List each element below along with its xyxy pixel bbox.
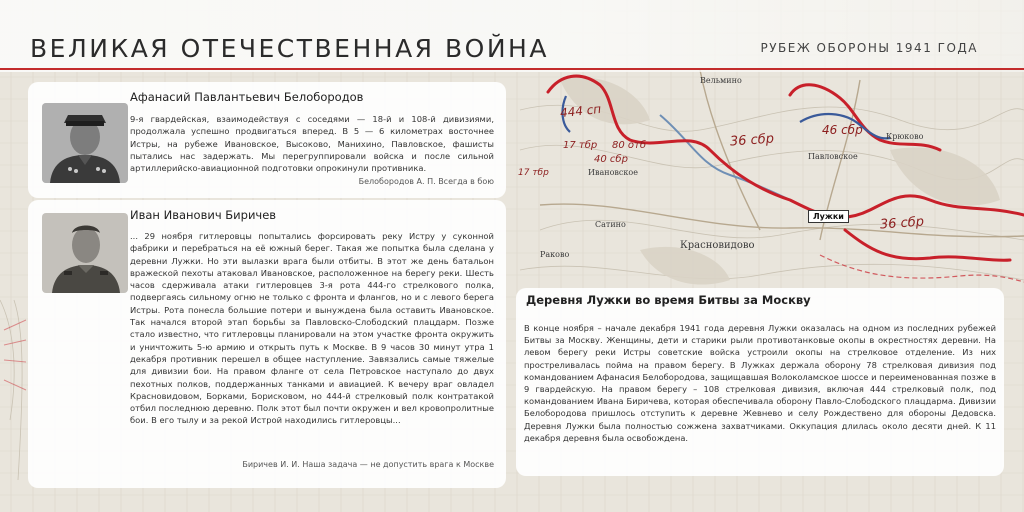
map-unit-mark: 80 отб [612,140,647,151]
village-text: В конце ноября – начале декабря 1941 года деревня Лужки оказалась на одном из последних рубежей Битвы за Москву. Женщины, дети и старики рыли противотанковые окопы в окрестностях деревни. На левом берегу реки Истры советские войска устроили окопы на стрелковое отделение. Из них простреливалась пойма на правом берегу. В Лужках держала оборону 78 стрелковая дивизия под командованием Афанасия Белобородова, защищавшая Волоколамское шоссе и переименованная позже в 9 гвардейскую. На правом берегу – 108 стрелковая дивизия, включая 444 стрелковый полк, под командованием Ивана Биричева, которая обеспечивала оборону Павло-Слободского плацдарма. Дивизии Белобородова пришлось отступить к деревне Жевнево и селу Рождествено для обороны Дедовска. Деревня Лужки была полностью сожжена захватчиками. Оккупация длилась около десяти дней. К 11 декабря деревня была освобождена. [524,323,996,443]
portrait-beloborodov [42,103,128,183]
title-rule [0,68,1024,70]
quote-source: Белобородов А. П. Всегда в бою [358,177,494,186]
person-card-beloborodov [28,82,506,198]
village-title: Деревня Лужки во время Битвы за Москву [526,293,811,307]
map-unit-mark: 17 тбр [563,140,598,151]
map-place-name: Сатино [595,220,626,229]
map-place-name: Раково [540,250,570,259]
portrait-birichev [42,213,128,293]
quote-source: Биричев И. И. Наша задача — не допустить врага к Москве [242,460,494,469]
person-card-birichev [28,200,506,488]
map-unit-mark: 40 сбр [594,154,628,165]
map-place-name: Красновидово [680,240,755,251]
person-quote: ... 29 ноября гитлеровцы попытались форсировать реку Истру у суконной фабрики и перебраться на её южный берег. Такая же попытка была сделана у деревни Лужки. Но эти вылазки врага были отбиты. В этот же день батальон вражеской пехоты атаковал Ивановское, расположенное на берегу реки. Шесть часов сдерживала атаки гитлеровцев 3-я рота 444-го стрелкового полка, подвергаясь сильному огню не только с фронта и флангов, но и с левого берега Истры. Рота понесла большие потери и вынуждена была оставить Ивановское. Так начался второй этап борьбы за Павловско-Слободский плацдарм. Позже стало известно, что гитлеровцы планировали на этом участке фронта окружить и уничтожить 5-ю армию и открыть путь к Москве. В 9 часов 30 минут утра 1 декабря противник перешел в общее наступление. Завязались самые тяжелые для дивизии бои. На правом фланге от села Петровское наступало до двух пехотных полков, поддержанных танками и авиацией. К вечеру враг овладел Красновидовом, Борками, Борисковом, но 444-й стрелковый полк контратакой отбил последнюю деревню. Полк этот был почти окружен и вел кровопролитные бои. В его тылу и за рекой Истрой находились гитлеровцы... [130,231,494,426]
page-subtitle: РУБЕЖ ОБОРОНЫ 1941 ГОДА [760,41,978,55]
village-history-card [516,288,1004,476]
map-place-name: Крюково [886,132,924,141]
map-place-name: Ивановское [588,168,638,177]
map-place-name: Вельмино [700,76,742,85]
map-unit-mark: 17 тбр [518,168,549,178]
person-name: Афанасий Павлантьевич Белобородов [130,90,364,104]
map-unit-mark: 36 сбр [879,214,925,233]
person-name: Иван Иванович Биричев [130,208,277,222]
page-title: ВЕЛИКАЯ ОТЕЧЕСТВЕННАЯ ВОЙНА [30,34,549,63]
map-unit-mark: 36 сбр [729,131,775,150]
person-quote: 9-я гвардейская, взаимодействуя с соседями — 18-й и 108-й дивизиями, продолжала успешно продвигаться вперед. В 5 — 6 километрах восточнее Истры, на рубеже Ивановское, Высоково, Манихино, Павловское, фашисты пытались нас задержать. Мы перегруппировали войска и после сильной артиллерийско-авиационной подготовки опрокинули противника. [130,114,494,174]
luzhki-map-label: Лужки [808,210,849,223]
map-place-name: Павловское [808,152,858,161]
map-unit-mark: 46 сбр [822,123,863,137]
map-unit-mark: 444 сп [559,101,602,121]
